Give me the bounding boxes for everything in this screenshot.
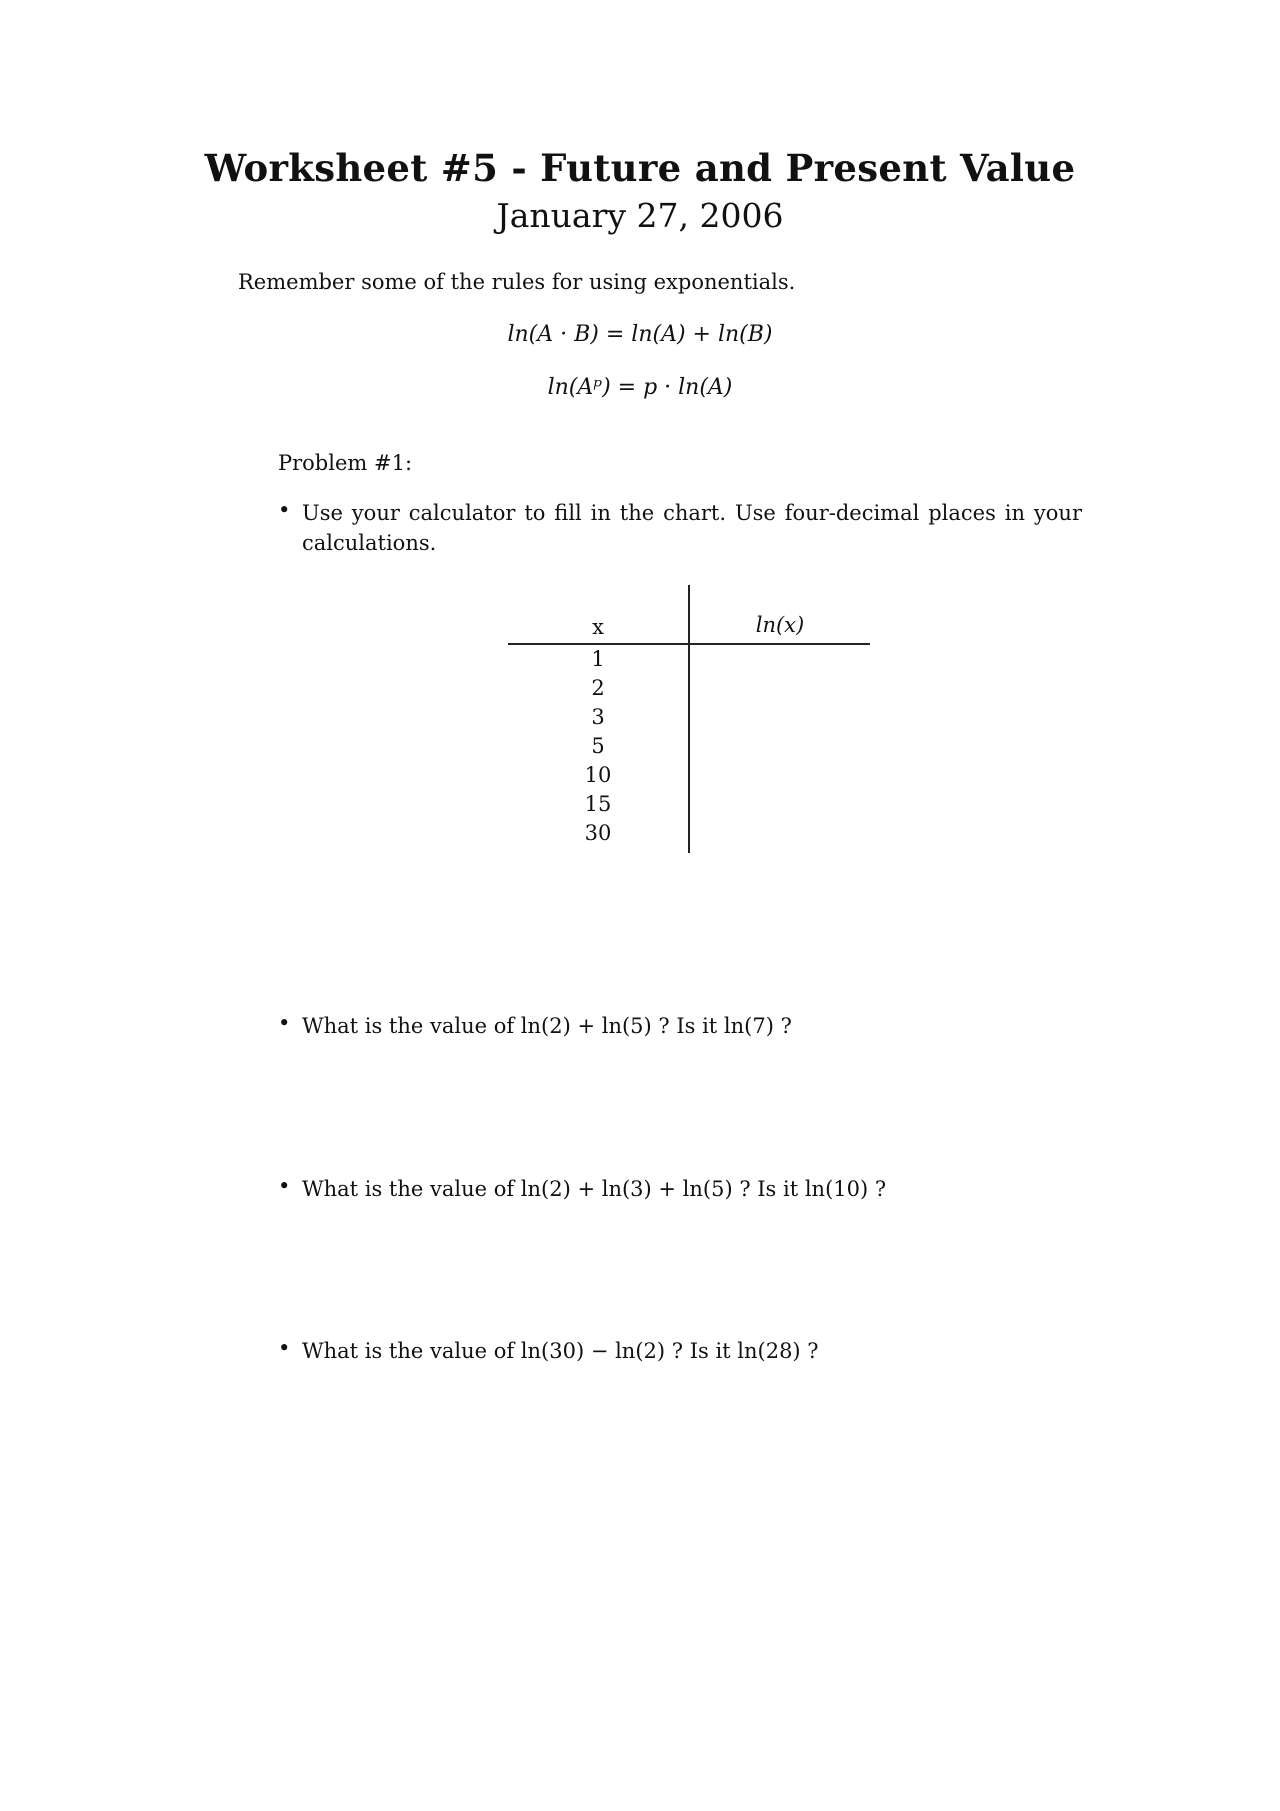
bullet-dot: • — [278, 1011, 291, 1035]
bullet-dot: • — [278, 1174, 291, 1198]
ln-chart-table — [508, 585, 870, 853]
table-x-column — [508, 645, 688, 848]
rule-product: ln(A · B) = ln(A) + ln(B) — [507, 322, 773, 347]
table-row-x: 2 — [591, 676, 605, 700]
page-title: Worksheet #5 - Future and Present Value — [204, 146, 1076, 190]
table-row-x: 15 — [584, 792, 612, 816]
instruction-text: Use your calculator to fill in the chart. Use four-decimal places in your calculations. — [302, 501, 1082, 555]
table-row-x: 10 — [584, 763, 612, 787]
table-row-x: 30 — [584, 821, 612, 845]
table-vertical-rule — [688, 585, 690, 853]
table-row-x: 5 — [591, 734, 605, 758]
table-row-x: 1 — [591, 647, 605, 671]
rule-power: ln(Aᵖ) = p · ln(A) — [547, 375, 733, 400]
question-text: What is the value of ln(2) + ln(5) ? Is it ln(7) ? — [302, 1014, 792, 1038]
table-header-ln: ln(x) — [755, 613, 805, 637]
question-text: What is the value of ln(2) + ln(3) + ln(5) ? Is it ln(10) ? — [302, 1177, 887, 1201]
problem-label: Problem #1: — [278, 451, 413, 475]
table-header-x: x — [592, 615, 604, 639]
bullet-dot: • — [278, 498, 291, 522]
question-text: What is the value of ln(30) − ln(2) ? Is it ln(28) ? — [302, 1339, 819, 1363]
bullet-dot: • — [278, 1336, 291, 1360]
page-date: January 27, 2006 — [496, 196, 784, 235]
intro-text: Remember some of the rules for using exponentials. — [238, 270, 796, 294]
table-row-x: 3 — [591, 705, 605, 729]
